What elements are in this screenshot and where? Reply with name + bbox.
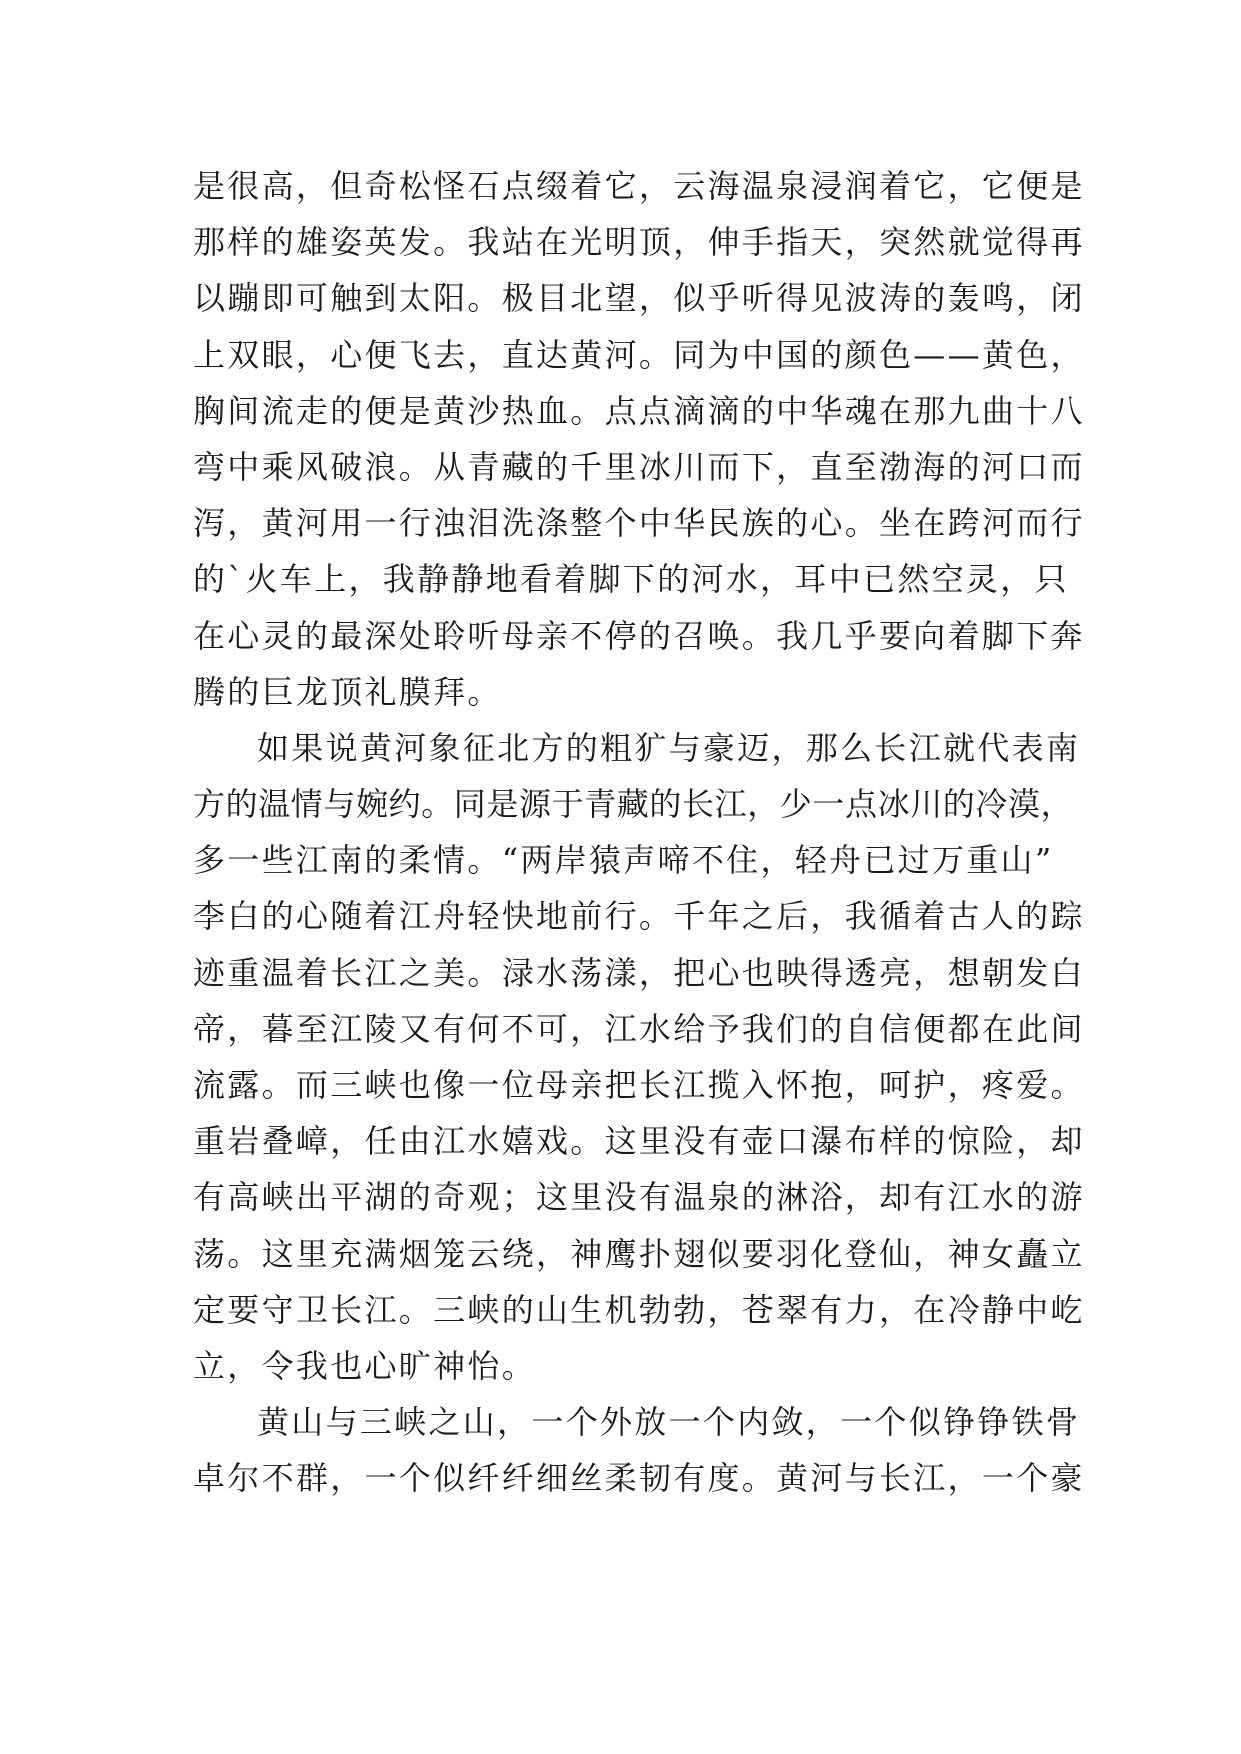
text-line: 那样的雄姿英发。我站在光明顶，伸手指天，突然就觉得再 [193,223,1085,262]
text-line: 的`火车上，我静静地看着脚下的河水，耳中已然空灵，只 [193,560,1069,599]
text-line: 立，令我也心旷神怡。 [193,1346,537,1385]
text-line: 在心灵的最深处聆听母亲不停的召唤。我几乎要向着脚下奔 [193,616,1085,655]
text-line: 重岩叠嶂，任由江水嬉戏。这里没有壶口瀑布样的惊险，却 [193,1122,1085,1161]
paragraph-first-line: 黄山与三峡之山，一个外放一个内敛，一个似铮铮铁骨 [257,1403,1081,1442]
text-line: 以蹦即可触到太阳。极目北望，似乎听得见波涛的轰鸣，闭 [193,279,1085,318]
text-line: 腾的巨龙顶礼膜拜。 [193,672,502,711]
text-line: 李白的心随着江舟轻快地前行。千年之后，我循着古人的踪 [193,897,1085,936]
body-text [193,158,1085,1507]
text-line: 帝，暮至江陵又有何不可，江水给予我们的自信便都在此间 [193,1009,1085,1048]
text-line: 是很高，但奇松怪石点缀着它，云海温泉浸润着它，它便是 [193,167,1085,205]
text-line: 卓尔不群，一个似纤纤细丝柔韧有度。黄河与长江，一个豪 [193,1459,1085,1498]
text-line: 荡。这里充满烟笼云绕，神鹰扑翅似要羽化登仙，神女矗立 [193,1234,1085,1273]
text-line: 有高峡出平湖的奇观；这里没有温泉的淋浴，却有江水的游 [193,1178,1085,1217]
text-line: 上双眼，心便飞去，直达黄河。同为中国的颜色——黄色， [193,335,1085,374]
text-line: 弯中乘风破浪。从青藏的千里冰川而下，直至渤海的河口而 [193,447,1085,486]
paragraph-first-line: 如果说黄河象征北方的粗犷与豪迈，那么长江就代表南 [257,728,1081,767]
text-line: 定要守卫长江。三峡的山生机勃勃，苍翠有力，在冷静中屹 [193,1290,1085,1329]
text-line: 流露。而三峡也像一位母亲把长江揽入怀抱，呵护，疼爱。 [193,1066,1085,1104]
text-line: 多一些江南的柔情。“两岸猿声啼不住，轻舟已过万重山” [193,841,1054,880]
text-line: 泻，黄河用一行浊泪洗涤整个中华民族的心。坐在跨河而行 [193,504,1085,543]
text-line: 胸间流走的便是黄沙热血。点点滴滴的中华魂在那九曲十八 [193,391,1085,430]
text-line: 方的温情与婉约。同是源于青藏的长江，少一点冰川的冷漠， [193,785,1074,824]
text-line: 迹重温着长江之美。渌水荡漾，把心也映得透亮，想朝发白 [193,953,1085,992]
